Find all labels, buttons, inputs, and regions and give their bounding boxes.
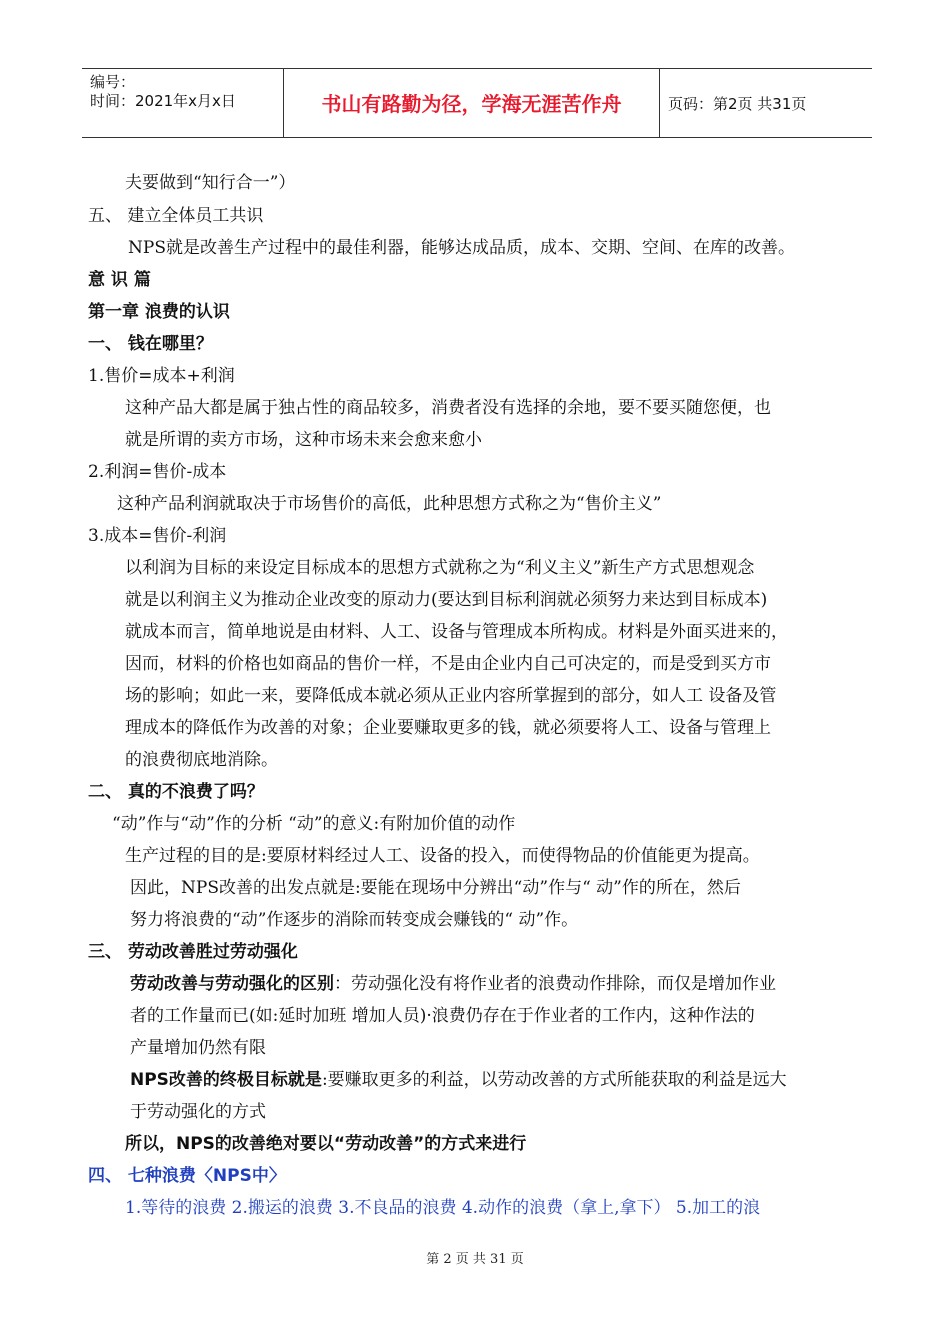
text-line: NPS就是改善生产过程中的最佳利器，能够达成品质，成本、交期、空间、在库的改善。 bbox=[128, 238, 795, 258]
text-line: 就是以利润主义为推动企业改变的原动力(要达到目标利润就必须努力来达到目标成本) bbox=[125, 590, 768, 610]
formula-line: 2.利润=售价-成本 bbox=[88, 462, 227, 482]
bold-term: 劳动改善与劳动强化的区别 bbox=[130, 974, 334, 994]
text-line: 于劳动强化的方式 bbox=[130, 1102, 266, 1122]
text-line: “动”作与“动”作的分析 “动”的意义:有附加价值的动作 bbox=[112, 814, 516, 834]
text-run: :要赚取更多的利益，以劳动改善的方式所能获取的利益是远大 bbox=[321, 1070, 787, 1090]
text-line: 因而，材料的价格也如商品的售价一样，不是由企业内自己可决定的，而是受到买方市 bbox=[125, 654, 771, 674]
text-line: 夫要做到“知行合一”） bbox=[125, 173, 296, 193]
time-label: 时间：2021年x月x日 bbox=[90, 92, 236, 110]
section-heading: 三、 劳动改善胜过劳动强化 bbox=[88, 942, 298, 962]
section-heading: 二、 真的不浪费了吗？ bbox=[88, 782, 264, 802]
text-line bbox=[130, 1069, 787, 1091]
text-line: 理成本的降低作为改善的对象；企业要赚取更多的钱，就必须要将人工、设备与管理上 bbox=[125, 718, 771, 738]
text-line bbox=[130, 973, 776, 995]
bold-statement: 所以，NPS的改善绝对要以“劳动改善”的方式来进行 bbox=[125, 1134, 527, 1154]
text-line: 这种产品大都是属于独占性的商品较多，消费者没有选择的余地，要不要买随您便，也 bbox=[125, 398, 771, 418]
text-line: 生产过程的目的是:要原材料经过人工、设备的投入，而使得物品的价值能更为提高。 bbox=[125, 846, 760, 866]
text-line: 以利润为目标的来设定目标成本的思想方式就称之为“利义主义”新生产方式思想观念 bbox=[125, 558, 755, 578]
formula-line: 1.售价=成本+利润 bbox=[88, 366, 235, 386]
text-line: 这种产品利润就取决于市场售价的高低，此种思想方式称之为“售价主义” bbox=[117, 494, 662, 514]
header-table bbox=[82, 68, 872, 138]
text-line: 就成本而言，简单地说是由材料、人工、设备与管理成本所构成。材料是外面买进来的， bbox=[125, 622, 788, 642]
section-heading: 四、 七种浪费〈NPS中〉 bbox=[88, 1166, 286, 1186]
number-label: 编号： bbox=[90, 73, 136, 91]
text-line: 因此，NPS改善的出发点就是:要能在现场中分辨出“动”作与“ 动”作的所在，然后 bbox=[130, 878, 741, 898]
section-heading: 一、 钱在哪里？ bbox=[88, 334, 213, 354]
text-line: 的浪费彻底地消除。 bbox=[125, 750, 278, 770]
text-line: 就是所谓的卖方市场，这种市场未来会愈来愈小 bbox=[125, 430, 482, 450]
header-motto-cell bbox=[283, 69, 660, 137]
formula-line: 3.成本=售价-利润 bbox=[88, 526, 227, 546]
section-heading: 五、 建立全体员工共识 bbox=[88, 206, 264, 226]
bold-term: NPS改善的终极目标就是 bbox=[130, 1070, 322, 1090]
text-line: 者的工作量而已(如:延时加班 增加人员)·浪费仍存在于作业者的工作内，这种作法的 bbox=[130, 1006, 755, 1026]
header-left bbox=[90, 73, 236, 111]
page-label: 页码：第2页 共31页 bbox=[668, 95, 807, 113]
motto: 书山有路勤为径，学海无涯苦作舟 bbox=[321, 92, 622, 116]
part-heading: 意 识 篇 bbox=[88, 270, 151, 290]
text-run: ：劳动强化没有将作业者的浪费动作排除，而仅是增加作业 bbox=[334, 974, 776, 994]
chapter-heading: 第一章 浪费的认识 bbox=[88, 302, 230, 322]
text-line: 努力将浪费的“动”作逐步的消除而转变成会赚钱的“ 动”作。 bbox=[130, 910, 579, 930]
text-line: 场的影响；如此一来，要降低成本就必须从正业内容所掌握到的部分，如人工 设备及管 bbox=[125, 686, 777, 706]
waste-list-line: 1.等待的浪费 2.搬运的浪费 3.不良品的浪费 4.动作的浪费（拿上,拿下） 5.加工的浪 bbox=[125, 1198, 761, 1218]
text-line: 产量增加仍然有限 bbox=[130, 1038, 266, 1058]
page-footer: 第 2 页 共 31 页 bbox=[426, 1252, 524, 1267]
